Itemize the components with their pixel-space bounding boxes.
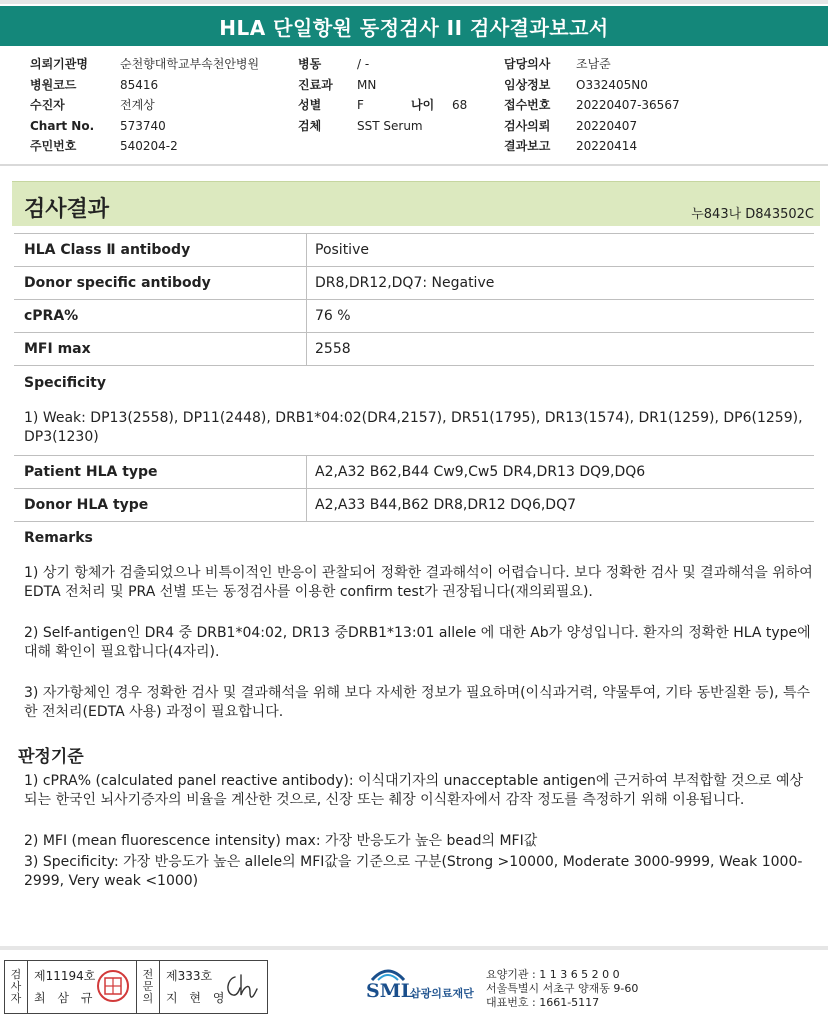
row-key: Donor HLA type — [14, 489, 307, 522]
institution-code: 요양기관 : 1 1 3 6 5 2 0 0 — [486, 968, 620, 981]
field-label: 담당의사 — [504, 57, 551, 71]
specialist-name: 지 현 영 — [166, 991, 229, 1005]
institution-phone: 대표번호 : 1661-5117 — [486, 996, 600, 1009]
field-value: 20220407-36567 — [576, 98, 680, 112]
report-title: HLA 단일항원 동정검사 II 검사결과보고서 — [0, 6, 828, 46]
specimen-label: 검체 — [298, 118, 322, 133]
remark-item: 1) 상기 항체가 검출되었으나 비특이적인 반응이 관찰되어 정확한 결과해석이 어렵습니다. 보다 정확한 검사 및 결과해석을 위하여 EDTA 전처리 및 PRA 선별 또는 동정검사를 이용한 confirm test가 권장됩니다(재의뢰필요). — [24, 565, 813, 600]
remarks-label: Remarks — [24, 530, 93, 546]
top-divider — [0, 0, 828, 4]
criteria-num: 3) — [24, 854, 39, 870]
table-row — [14, 456, 814, 489]
specificity-block — [24, 375, 106, 391]
row-key: MFI max — [14, 333, 307, 366]
header-row — [30, 136, 259, 157]
criteria-title: 판정기준 — [18, 747, 84, 767]
header-row — [504, 116, 680, 137]
header-row — [298, 54, 467, 75]
header-row — [30, 95, 259, 116]
criteria-item — [24, 853, 814, 891]
sex-value: F — [357, 98, 364, 112]
row-value: DR8,DR12,DQ7: Negative — [307, 267, 815, 300]
field-label: 결과보고 — [504, 139, 551, 153]
criteria-text: MFI (mean fluorescence intensity) max: 가장 반응도가 높은 bead의 MFI값 — [42, 833, 538, 849]
header-row — [30, 54, 259, 75]
field-value: 540204-2 — [120, 139, 178, 153]
field-value: 20220414 — [576, 139, 638, 153]
field-value: 순천향대학교부속천안병원 — [120, 57, 260, 71]
field-value: 전계상 — [120, 98, 155, 112]
remark-item: 3) 자가항체인 경우 정확한 검사 및 결과해석을 위해 보다 자세한 정보가 필요하며(이식과거력, 약물투여, 기타 동반질환 등), 특수한 전처리(EDTA 사용) 과정이 필요합니다. — [24, 685, 811, 720]
tester-name: 최 삼 규 — [34, 991, 97, 1005]
tester-license: 제11194호 — [34, 969, 96, 983]
logo-subtext: 삼광의료재단 — [410, 987, 474, 1000]
signature-icon — [221, 971, 259, 1001]
tester-vertical-label — [5, 961, 28, 1013]
header-row — [504, 75, 680, 96]
row-value: A2,A33 B44,B62 DR8,DR12 DQ6,DQ7 — [307, 489, 815, 522]
field-value: 조남준 — [576, 57, 611, 71]
field-label: 수진자 — [30, 98, 65, 112]
header-row — [298, 116, 467, 137]
specialist-license: 제333호 — [166, 969, 213, 983]
remark-item: 2) Self-antigen인 DR4 중 DRB1*04:02, DR13 중DRB1*13:01 allele 에 대한 Ab가 양성입니다. 환자의 정확한 HLA type에 대해 확인이 필요합니다(4자리). — [24, 625, 811, 660]
row-key: Donor specific antibody — [14, 267, 307, 300]
footer-divider — [0, 946, 828, 950]
header-row — [504, 136, 680, 157]
specificity-text: 1) Weak: DP13(2558), DP11(2448), DRB1*04:02(DR4,2157), DR51(1795), DR13(1574), DR1(1259), DP6(1259), DP3(1230) — [24, 410, 803, 445]
sex-label: 성별 — [298, 98, 322, 112]
field-value: 85416 — [120, 77, 159, 92]
sml-logo — [366, 966, 478, 1006]
table-row — [14, 234, 814, 267]
criteria-item — [24, 832, 814, 851]
tester-cell — [28, 961, 137, 1013]
vlabel-char: 문 — [142, 980, 154, 993]
logo-text: SML — [366, 980, 415, 1002]
row-key: cPRA% — [14, 300, 307, 333]
table-row — [14, 333, 814, 366]
header-row — [298, 95, 467, 116]
result-table-main — [14, 233, 814, 366]
vlabel-char: 전 — [142, 968, 154, 981]
remarks-block — [24, 530, 93, 546]
dept-value: MN — [357, 77, 377, 92]
header-row — [30, 75, 259, 96]
vlabel-char: 검 — [10, 968, 22, 981]
result-table-hla — [14, 455, 814, 522]
signature-box — [4, 960, 268, 1014]
vlabel-char: 의 — [142, 992, 154, 1005]
age-label: 나이 — [411, 98, 435, 112]
header-row — [504, 95, 680, 116]
table-row — [14, 489, 814, 522]
specimen-value: SST Serum — [357, 118, 423, 133]
field-label: 임상정보 — [504, 77, 551, 92]
specialist-vertical-label — [137, 961, 160, 1013]
header-col-patient — [30, 54, 259, 157]
header-divider — [0, 164, 828, 166]
field-label: 주민번호 — [30, 139, 77, 153]
header-row — [504, 54, 680, 75]
institution-address: 서울특별시 서초구 양재동 9-60 — [486, 982, 639, 995]
dept-label: 진료과 — [298, 77, 333, 92]
row-value: 76 % — [307, 300, 815, 333]
field-value: 573740 — [120, 118, 166, 133]
header-row — [30, 116, 259, 137]
table-row — [14, 267, 814, 300]
table-row — [14, 300, 814, 333]
ward-label: 병동 — [298, 57, 322, 71]
header-col-ward — [298, 54, 467, 136]
row-key: Patient HLA type — [14, 456, 307, 489]
specificity-label: Specificity — [24, 375, 106, 391]
criteria-num: 2) — [24, 833, 39, 849]
institution-info — [486, 968, 638, 1010]
row-value: 2558 — [307, 333, 815, 366]
vlabel-char: 자 — [10, 992, 22, 1005]
seal-stamp-icon — [96, 969, 130, 1003]
field-label: Chart No. — [30, 118, 95, 133]
result-code: 누843나 D843502C — [691, 207, 814, 222]
result-header — [12, 181, 820, 226]
field-value: O332405N0 — [576, 77, 648, 92]
age-value: 68 — [452, 98, 468, 112]
vlabel-char: 사 — [10, 980, 22, 993]
specialist-cell — [160, 961, 267, 1013]
field-value: 20220407 — [576, 118, 638, 133]
result-heading: 검사결과 — [24, 197, 110, 222]
row-value: Positive — [307, 234, 815, 267]
field-label: 접수번호 — [504, 98, 551, 112]
ward-value: / - — [357, 57, 370, 71]
header-row — [298, 75, 467, 96]
criteria-num: 1) — [24, 773, 39, 789]
field-label: 의뢰기관명 — [30, 57, 88, 71]
criteria-text: cPRA% (calculated panel reactive antibody): 이식대기자의 unacceptable antigen에 근거하여 부적합할 것으로 예상되는 한국인 뇌사기증자의 비율을 계산한 것으로, 신장 또는 췌장 이식환자에서 감작 정도를 측정하기 위해 이용됩니다. — [24, 773, 804, 808]
criteria-text: Specificity: 가장 반응도가 높은 allele의 MFI값을 기준으로 구분(Strong >10000, Moderate 3000-9999, Weak 1000-2999, Very weak <1000) — [24, 854, 803, 889]
row-value: A2,A32 B62,B44 Cw9,Cw5 DR4,DR13 DQ9,DQ6 — [307, 456, 815, 489]
row-key: HLA Class Ⅱ antibody — [14, 234, 307, 267]
field-label: 검사의뢰 — [504, 118, 551, 133]
header-col-doctor — [504, 54, 680, 157]
field-label: 병원코드 — [30, 77, 77, 92]
criteria-item — [24, 772, 814, 810]
